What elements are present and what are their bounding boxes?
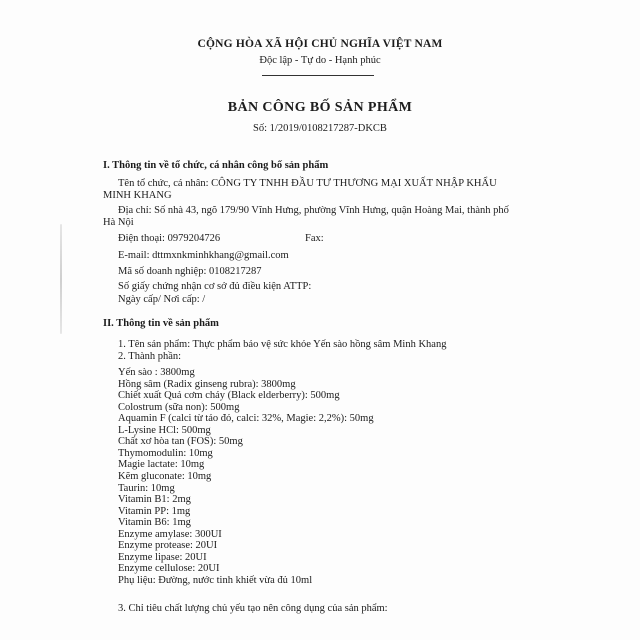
ingredient-item: Kẽm gluconate: 10mg: [118, 470, 212, 482]
address-line-1: Địa chỉ: Số nhà 43, ngõ 179/90 Vĩnh Hưng, phường Vĩnh Hưng, quận Hoàng Mai, thành phố: [118, 205, 509, 216]
tax-code-line: Mã số doanh nghiệp: 0108217287: [118, 266, 262, 277]
ingredients-heading: 2. Thành phần:: [118, 351, 182, 362]
ingredient-item: Yến sào : 3800mg: [118, 367, 195, 378]
ingredient-item: Chất xơ hòa tan (FOS): 50mg: [118, 436, 243, 448]
motto: Độc lập - Tự do - Hạnh phúc: [259, 55, 381, 66]
ingredient-item: Colostrum (sữa non): 500mg: [118, 401, 240, 413]
ingredient-item: Taurin: 10mg: [118, 482, 175, 494]
ingredient-item: Phụ liệu: Đường, nước tinh khiết vừa đủ 10ml: [118, 574, 313, 586]
header-divider: [262, 75, 374, 76]
ingredient-item: Enzyme protease: 20UI: [118, 540, 218, 552]
org-name-line-1: Tên tổ chức, cá nhân: CÔNG TY TNHH ĐẦU TƯ THƯƠNG MẠI XUẤT NHẬP KHẨU: [118, 178, 497, 189]
address-line-2: Hà Nội: [103, 217, 134, 228]
ingredient-item: Vitamin PP: 1mg: [118, 505, 191, 517]
ingredient-item: Enzyme amylase: 300UI: [118, 528, 222, 540]
ingredient-item: Thymomodulin: 10mg: [118, 447, 213, 459]
product-name-line: 1. Tên sản phẩm: Thực phẩm bảo vệ sức khỏe Yến sào hồng sâm Minh Khang: [118, 339, 447, 350]
scroll-edge-mark: [60, 224, 62, 334]
certificate-line: Số giấy chứng nhận cơ sở đủ điều kiện ATTP:: [118, 281, 312, 292]
ingredient-item: Vitamin B6: 1mg: [118, 517, 191, 529]
ingredient-item: Magie lactate: 10mg: [118, 459, 205, 471]
quality-heading: 3. Chỉ tiêu chất lượng chủ yếu tạo nên công dụng của sản phẩm:: [118, 603, 388, 614]
ingredient-item: L-Lysine HCl: 500mg: [118, 424, 211, 436]
org-name-line-2: MINH KHANG: [103, 190, 172, 201]
document-title: BẢN CÔNG BỐ SẢN PHẨM: [227, 100, 413, 115]
ingredient-item: Chiết xuất Quả cơm cháy (Black elderberry): 500mg: [118, 390, 340, 402]
document-number: Số: 1/2019/0108217287-DKCB: [253, 123, 387, 134]
section-2-heading: II. Thông tin về sản phẩm: [103, 318, 219, 329]
ingredient-item: Vitamin B1: 2mg: [118, 494, 191, 506]
ingredient-item: Aquamin F (calci từ tảo đỏ, calci: 32%, Magie: 2,2%): 50mg: [118, 413, 374, 425]
ingredient-item: Enzyme lipase: 20UI: [118, 551, 207, 563]
ingredient-item: Hồng sâm (Radix ginseng rubra): 3800mg: [118, 378, 296, 390]
issue-date-line: Ngày cấp/ Nơi cấp: /: [118, 294, 206, 305]
phone-line: Điện thoại: 0979204726: [118, 233, 221, 244]
section-1-heading: I. Thông tin về tổ chức, cá nhân công bố sản phẩm: [103, 160, 329, 171]
nation-header: CỘNG HÒA XÃ HỘI CHỦ NGHĨA VIỆT NAM: [197, 38, 443, 50]
fax-line: Fax:: [305, 233, 324, 244]
ingredient-item: Enzyme cellulose: 20UI: [118, 563, 220, 575]
email-line: E-mail: dttmxnkminhkhang@gmail.com: [118, 250, 289, 261]
